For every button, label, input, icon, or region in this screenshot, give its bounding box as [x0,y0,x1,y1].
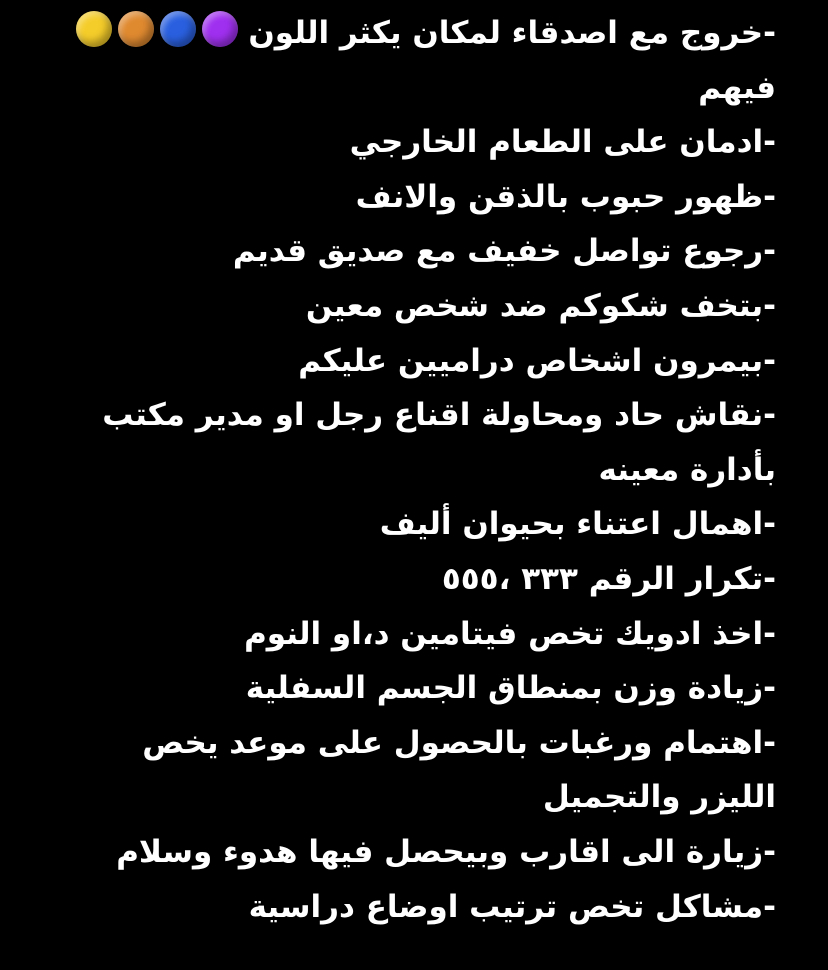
list-item-text: -خروج مع اصدقاء لمكان يكثر اللون [248,15,776,51]
list-item: -ظهور حبوب بالذقن والانف [355,178,776,215]
list-item: -ادمان على الطعام الخارجي [349,124,776,161]
list-item: -زيارة الى اقارب وبيحصل فيها هدوء وسلام [116,833,776,870]
list-item: -نقاش حاد ومحاولة اقناع رجل او مدير مكتب بأدارة معينه [102,397,776,488]
list-item: -تكرار الرقم ٣٣٣ ،٥٥٥ [441,560,776,597]
list-item: -بيمرون اشخاص دراميين عليكم [298,342,776,379]
list-item: -اهمال اعتناء بحيوان أليف [379,506,776,543]
list-item [60,6,776,115]
blue-circle-icon [160,11,196,47]
list-item: -زيادة وزن بمنطاق الجسم السفلية [245,670,776,707]
color-circles [76,11,238,47]
list-item-text-continuation: فيهم [698,69,776,106]
list-item: -اخذ ادويك تخص فيتامين د،او النوم [244,615,776,652]
note-text [60,6,776,934]
list-item: -بتخف شكوكم ضد شخص معين [305,287,776,324]
list-item: -مشاكل تخص ترتيب اوضاع دراسية [248,888,776,925]
list-item: -اهتمام ورغبات بالحصول على موعد يخص الليزر والتجميل [142,724,776,816]
orange-circle-icon [118,11,154,47]
purple-circle-icon [202,11,238,47]
list-item: -رجوع تواصل خفيف مع صديق قديم [232,233,776,270]
yellow-circle-icon [76,11,112,47]
